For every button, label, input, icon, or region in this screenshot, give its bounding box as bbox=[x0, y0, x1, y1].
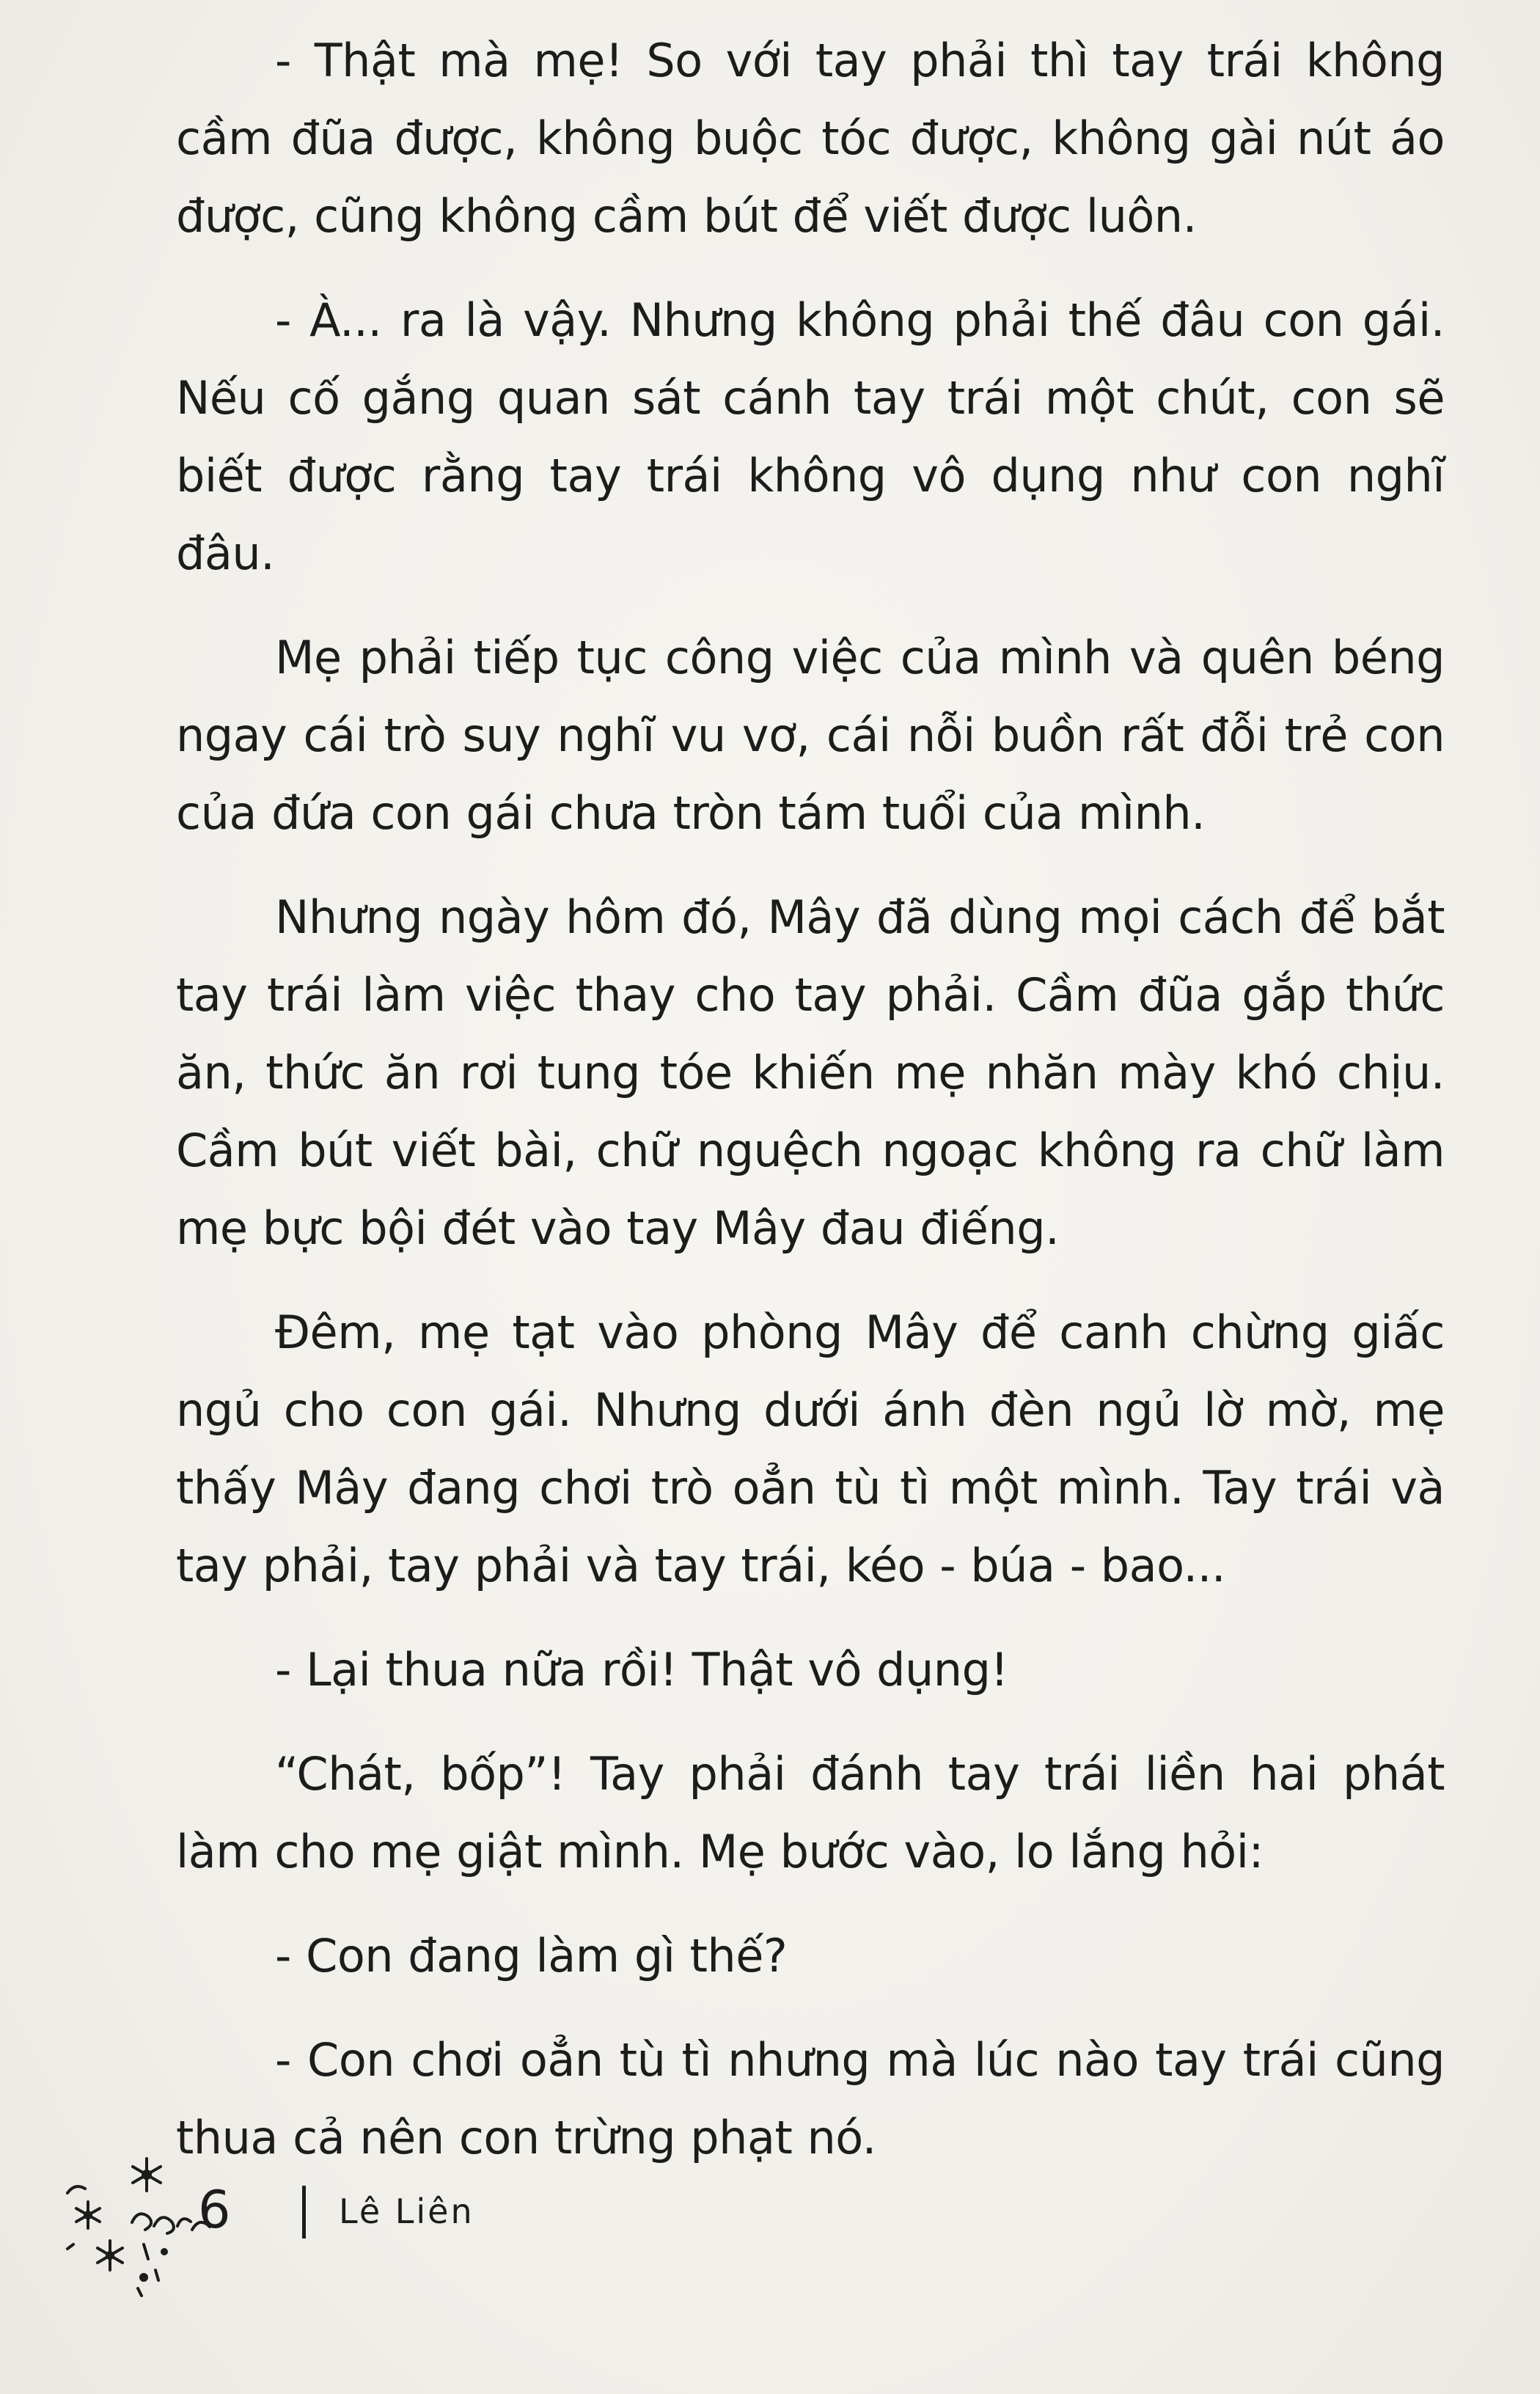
page-number: 6 bbox=[198, 2180, 231, 2240]
paragraph-7: “Chát, bốp”! Tay phải đánh tay trái liền hai phát làm cho mẹ giật mình. Mẹ bước vào, lo lắng hỏi: bbox=[176, 1747, 1445, 1878]
paragraph-5: Đêm, mẹ tạt vào phòng Mây để canh chừng giấc ngủ cho con gái. Nhưng dưới ánh đèn ngủ lờ mờ, mẹ thấy Mây đang chơi trò oẳn tù tì một mình. Tay trái và tay phải, tay phải và tay trái, kéo - búa - bao... bbox=[176, 1306, 1445, 1592]
footer-divider bbox=[302, 2186, 306, 2239]
body-text bbox=[176, 22, 1445, 2203]
author-name: Lê Liên bbox=[339, 2192, 474, 2231]
paragraph-9: - Con chơi oẳn tù tì nhưng mà lúc nào tay trái cũng thua cả nên con trừng phạt nó. bbox=[176, 2033, 1445, 2164]
paragraph-6: - Lại thua nữa rồi! Thật vô dụng! bbox=[275, 1643, 1008, 1696]
paragraph-3: Mẹ phải tiếp tục công việc của mình và quên béng ngay cái trò suy nghĩ vu vơ, cái nỗi buồn rất đỗi trẻ con của đứa con gái chưa tròn tám tuổi của mình. bbox=[176, 631, 1445, 840]
paragraph-8: - Con đang làm gì thế? bbox=[275, 1929, 788, 1983]
paragraph-4: Nhưng ngày hôm đó, Mây đã dùng mọi cách để bắt tay trái làm việc thay cho tay phải. Cầm đũa gắp thức ăn, thức ăn rơi tung tóe khiến mẹ nhăn mày khó chịu. Cầm bút viết bài, chữ nguệch ngoạc không ra chữ làm mẹ bực bội đét vào tay Mây đau điếng. bbox=[176, 890, 1445, 1255]
paragraph-2: - À... ra là vậy. Nhưng không phải thế đâu con gái. Nếu cố gắng quan sát cánh tay trái một chút, con sẽ biết được rằng tay trái không vô dụng như con nghĩ đâu. bbox=[176, 293, 1445, 580]
paragraph-1: - Thật mà mẹ! So với tay phải thì tay trái không cầm đũa được, không buộc tóc được, không gài nút áo được, cũng không cầm bút để viết được luôn. bbox=[176, 34, 1445, 243]
